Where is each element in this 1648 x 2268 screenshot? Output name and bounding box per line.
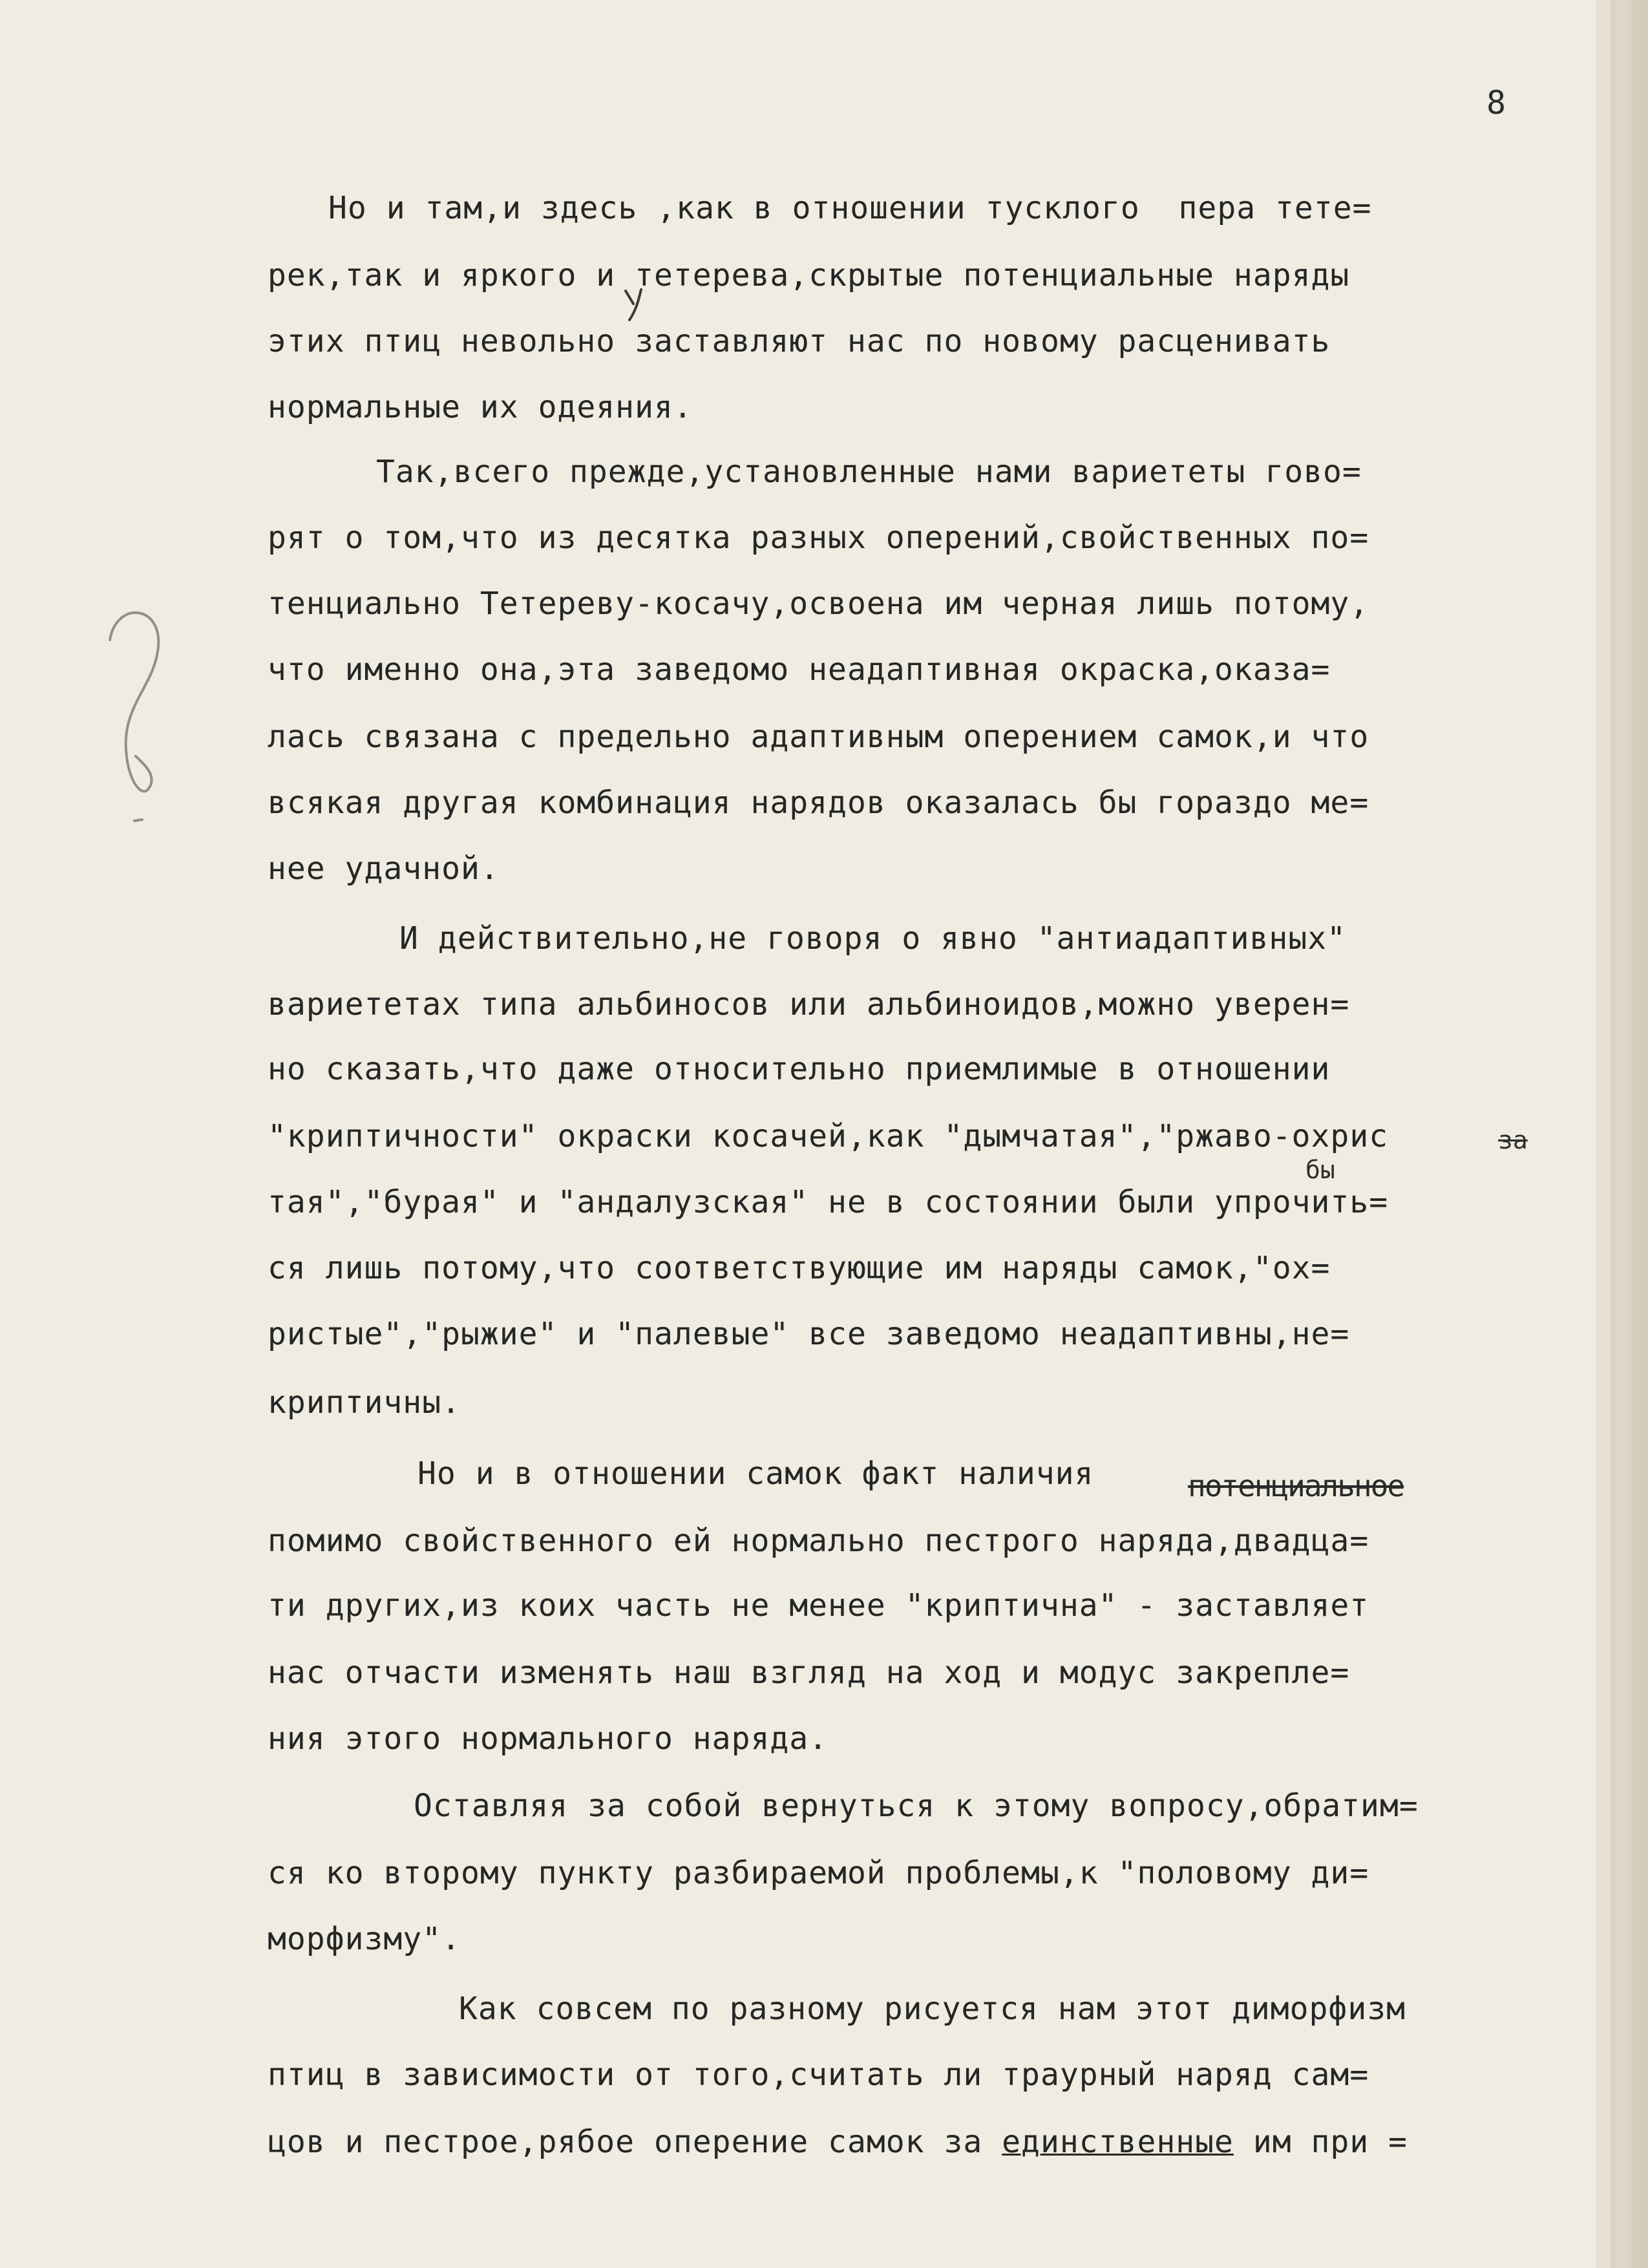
text-line: Оставляя за собой вернуться к этому вопросу,обратим= — [414, 1788, 1419, 1824]
text-line: морфизму". — [268, 1921, 461, 1957]
text-line: тая","бурая" и "андалузская" не в состоянии были упрочить= — [268, 1184, 1389, 1220]
text-line: всякая другая комбинация нарядов оказалась бы гораздо ме= — [268, 785, 1369, 821]
text-line: рят о том,что из десятка разных оперений,свойственных по= — [268, 520, 1369, 556]
text-line: Но и там,и здесь ,как в отношении тусклого пера тете= — [328, 190, 1372, 226]
text-line: ти других,из коих часть не менее "криптична" - заставляет — [268, 1587, 1369, 1624]
page-edge — [1596, 0, 1611, 2268]
text-line: нас отчасти изменять наш взгляд на ход и модус закрепле= — [268, 1655, 1350, 1691]
page-edge — [1632, 0, 1648, 2268]
text-line: Так,всего прежде,установленные нами вариететы гово= — [376, 454, 1362, 490]
text-line: нее удачной. — [268, 851, 500, 887]
page-edge — [1616, 0, 1627, 2268]
text-line: криптичны. — [268, 1384, 461, 1421]
text-line: ристые","рыжие" и "палевые" все заведомо неадаптивны,не= — [268, 1316, 1350, 1352]
text-line: Как совсем по разному рисуется нам этот диморфизм — [459, 1991, 1406, 2027]
superscript-insert: бы — [1305, 1156, 1335, 1184]
handwritten-insert-mark — [619, 284, 648, 323]
text-line: рек,так и яркого и тетерева,скрытые потенциальные наряды — [268, 257, 1350, 293]
text-line: птиц в зависимости от того,считать ли траурный наряд сам= — [268, 2057, 1369, 2093]
underlined-word: единственные — [1002, 2124, 1234, 2160]
overtyped-word: потенциальное — [1188, 1468, 1404, 1503]
text-line: ся ко второму пункту разбираемой проблемы,к "половому ди= — [268, 1855, 1369, 1891]
text-line: вариететах типа альбиносов или альбиноидов,можно уверен= — [268, 986, 1350, 1023]
text-line: ния этого нормального наряда. — [268, 1721, 829, 1757]
text-line: И действительно,не говоря о явно "антиадаптивных" — [399, 920, 1347, 957]
text-line: тенциально Тетереву-косачу,освоена им черная лишь потому, — [268, 586, 1369, 622]
text-line: "криптичности" окраски косачей,как "дымчатая","ржаво-охрис — [268, 1118, 1389, 1154]
text-line: Но и в отношении самок факт наличия — [417, 1456, 1094, 1492]
text-line: цов и пестрое,рябое оперение самок за единственные им при = — [268, 2124, 1408, 2160]
struck-suffix: за — [1498, 1126, 1528, 1154]
text-line: ся лишь потому,что соответствующие им наряды самок,"ох= — [268, 1250, 1331, 1286]
text-line: лась связана с предельно адаптивным оперением самок,и что — [268, 719, 1369, 755]
margin-question-mark — [97, 595, 187, 840]
page-number: 8 — [1486, 84, 1508, 122]
text-line: что именно она,эта заведомо неадаптивная окраска,оказа= — [268, 652, 1331, 688]
text-line: помимо свойственного ей нормально пестрого наряда,двадца= — [268, 1523, 1369, 1559]
text-line: этих птиц невольно заставляют нас по новому расценивать — [268, 323, 1331, 359]
text-line: нормальные их одеяния. — [268, 389, 693, 425]
text-line: но сказать,что даже относительно приемлимые в отношении — [268, 1051, 1331, 1087]
